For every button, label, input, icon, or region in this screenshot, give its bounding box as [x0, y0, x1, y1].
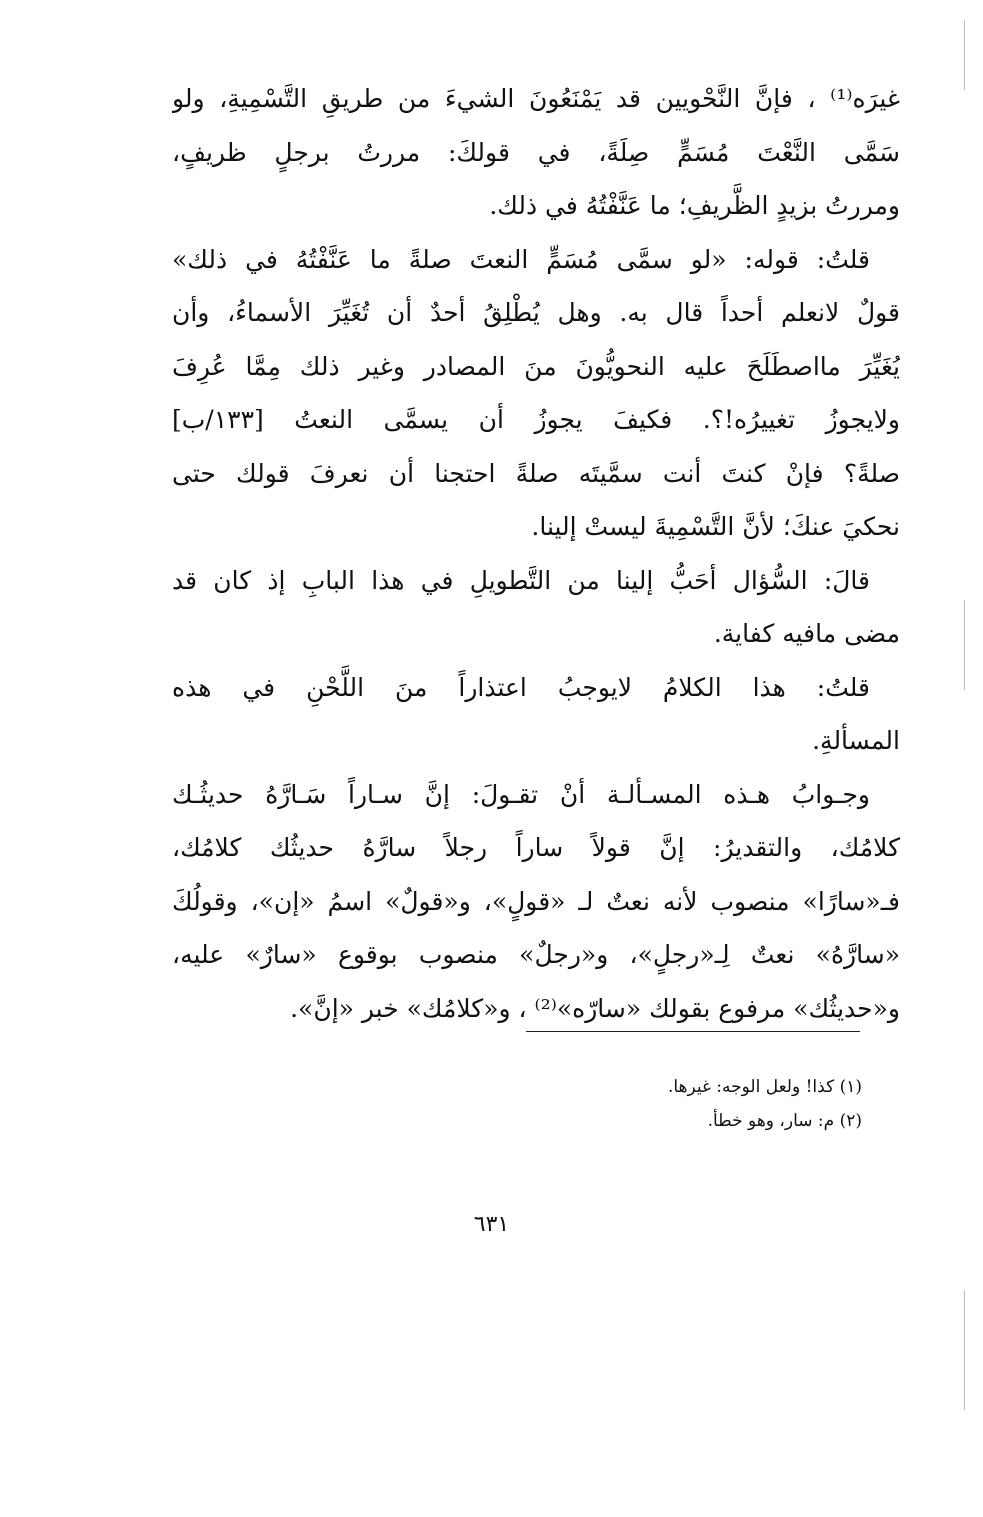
text-line: المسألةِ.	[812, 726, 900, 755]
text-line: صلةً؟ فإنْ كنتَ أنت سمَّيتَه صلةً احتجنا أن نعرفَ قولك حتى	[172, 458, 900, 488]
main-text	[172, 72, 900, 1035]
text-line: قلتُ: قوله: «لو سمَّى مُسَمٍّ النعتَ صلةً ما عَنَّفْتُهُ في ذلك»	[172, 244, 870, 274]
scan-edge-mark	[964, 600, 965, 690]
footnote: (١) كذا! ولعل الوجه: غيرها.	[667, 1077, 862, 1097]
text-line: يُغَيِّرَ مااصطَلَحَ عليه النحويُّونَ منَ المصادر وغير ذلك مِمَّا عُرِفَ	[172, 351, 900, 381]
text-line: سَمَّى النَّعْتَ مُسَمٍّ صِلَةً، في قولكَ: مررتُ برجلٍ ظريفٍ،	[172, 137, 900, 167]
text-line: وجـوابُ هـذه المسـألـة أنْ تقـولَ: إنَّ سـاراً سَـارَّهُ حديثُـك	[172, 779, 870, 809]
footnote: (٢) م: سار، وهو خطأ.	[707, 1111, 862, 1131]
text-line: ومررتُ بزيدٍ الظَّريفِ؛ ما عَنَّفْتُهُ في ذلك.	[489, 191, 900, 220]
text-line: غيرَه⁽¹⁾ ، فإنَّ النَّحْويين قد يَمْنَعُونَ الشيءَ من طريقِ التَّسْمِيةِ، ولو	[172, 84, 900, 113]
text-line: «سارَّهُ» نعتٌ لِـ«رجلٍ»، و«رجلٌ» منصوب بوقوع «سارٌ» عليه،	[172, 940, 900, 969]
page-number: ٦٣١	[473, 1212, 510, 1237]
text-line: فـ«سارًا» منصوب لأنه نعتٌ لـ «قولٍ»، و«قولٌ» اسمُ «إن»، وقولُكَ	[172, 886, 900, 916]
text-line: قولٌ لانعلم أحداً قال به. وهل يُطْلِقُ أحدٌ أن تُغَيِّرَ الأسماءُ، وأن	[172, 298, 900, 327]
text-line: نحكيَ عنكَ؛ لأنَّ التَّسْمِيةَ ليستْ إلينا.	[531, 512, 900, 541]
footnotes	[400, 1070, 862, 1138]
text-line: مضى مافيه كفاية.	[713, 619, 900, 648]
text-line: ولايجوزُ تغييرُه!؟. فكيفَ يجوزُ أن يسمَّى النعتُ [١٣٣/ب]	[172, 405, 900, 434]
scan-edge-mark	[964, 1290, 965, 1410]
text-line: قلتُ: هذا الكلامُ لايوجبُ اعتذاراً منَ اللَّحْنِ في هذه	[172, 672, 870, 702]
text-line: كلامُك، والتقديرُ: إنَّ قولاً ساراً رجلاً سارَّهُ حديثُك كلامُك،	[172, 833, 900, 862]
footnote-separator	[526, 1031, 860, 1032]
text-line: و«حديثُك» مرفوع بقولك «سارّه»⁽²⁾ ، و«كلامُك» خبر «إنَّ».	[290, 993, 900, 1023]
scan-edge-mark	[964, 20, 965, 90]
text-line: قالَ: السُّؤال أحَبُّ إلينا من التَّطويلِ في هذا البابِ إذ كان قد	[172, 565, 870, 595]
